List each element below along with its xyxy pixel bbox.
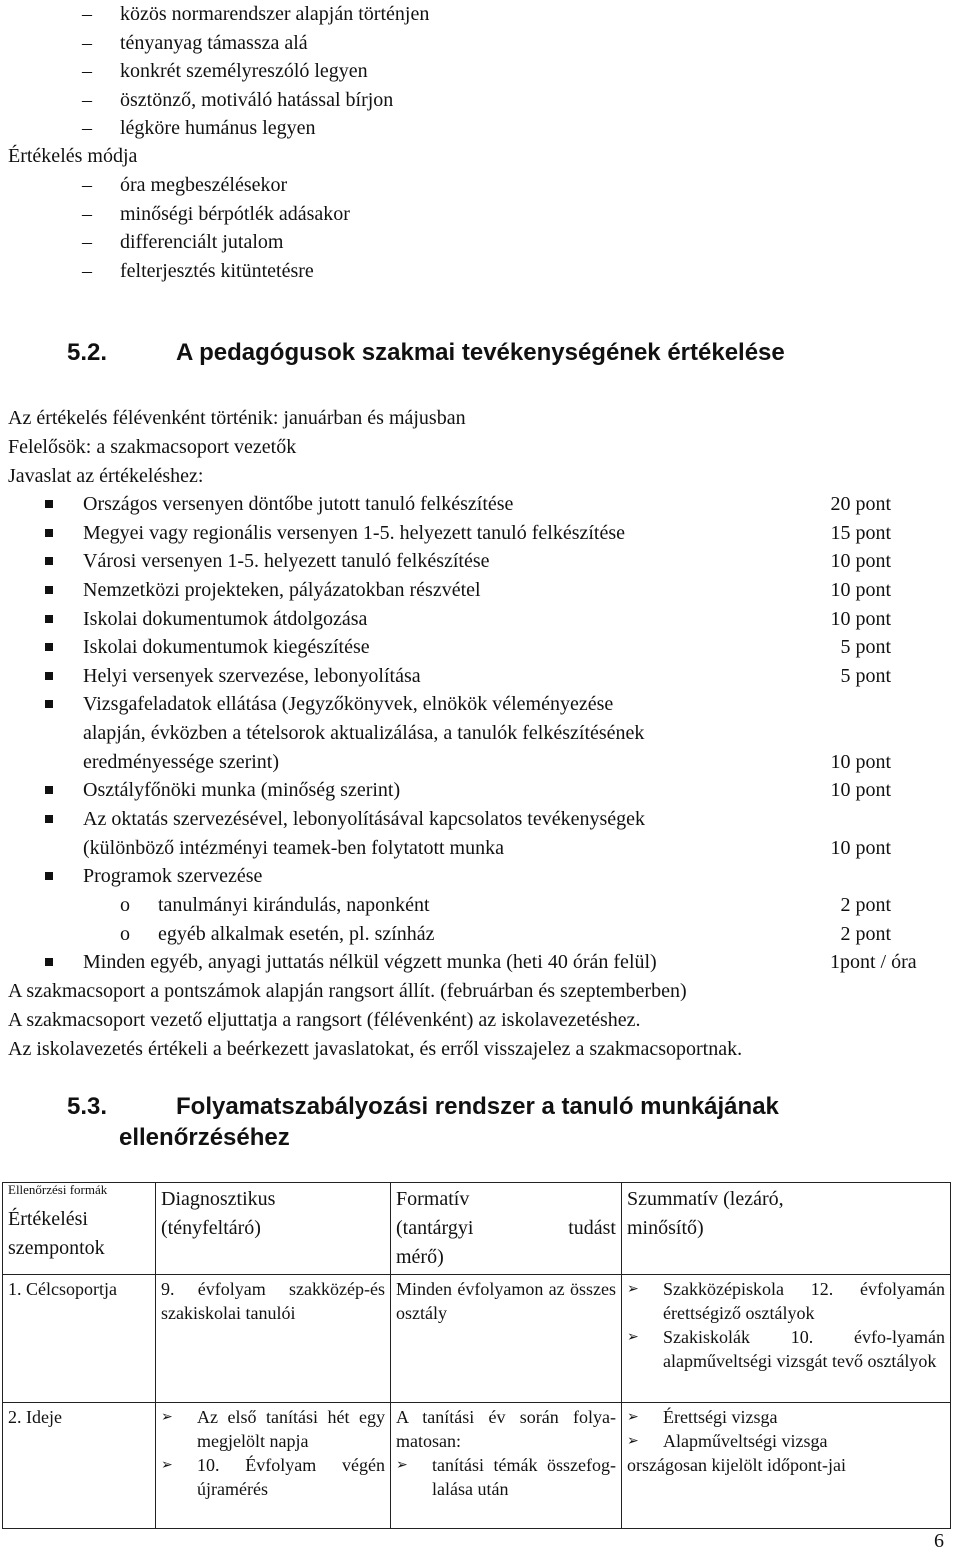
list-item: – minőségi bérpótlék adásakor: [82, 200, 350, 229]
square-bullet-icon: [45, 643, 53, 651]
square-bullet-icon: [45, 586, 53, 594]
list-item: – differenciált jutalom: [82, 228, 350, 257]
sub-bullet-icon: o: [120, 894, 130, 916]
square-bullet-icon: [45, 958, 53, 966]
list-item: – felterjesztés kitüntetésre: [82, 257, 350, 286]
table-row: [3, 1275, 951, 1403]
dash-icon: –: [82, 174, 92, 196]
points-value: 2 pont: [840, 923, 891, 945]
square-bullet-icon: [45, 500, 53, 508]
dash-icon: –: [82, 31, 92, 54]
square-bullet-icon: [45, 786, 53, 794]
section-title-5-2: A pedagógusok szakmai tevékenységének értékelése: [176, 339, 785, 366]
table-row: [3, 1403, 951, 1529]
square-bullet-icon: [45, 700, 53, 708]
points-value: 10 pont: [830, 751, 891, 773]
list-item-exam-line2: alapján, évközben a tételsorok aktualizálása, a tanulók felkészítésének: [83, 722, 645, 744]
list-item: Nemzetközi projekteken, pályázatokban részvétel: [83, 579, 481, 601]
table-header-row: [3, 1183, 951, 1275]
closing-line: Az iskolavezetés értékeli a beérkezett javaslatokat, és erről visszajelez a szakmacsoportnak.: [8, 1038, 743, 1060]
arrow-icon: ➢: [396, 1457, 408, 1473]
corner-top-label: Ellenőrzési formák: [8, 1182, 108, 1197]
points-value: 1pont / óra: [830, 951, 917, 973]
arrow-icon: ➢: [627, 1281, 639, 1297]
arrow-icon: ➢: [161, 1457, 173, 1473]
points-value: 10 pont: [830, 579, 891, 601]
square-bullet-icon: [45, 557, 53, 565]
list-item: – légköre humánus legyen: [82, 114, 429, 143]
list-item: – közös normarendszer alapján történjen: [82, 0, 429, 29]
points-value: 20 pont: [830, 493, 891, 515]
points-value: 10 pont: [830, 550, 891, 572]
list-item: ➢ Szakiskolák 10. évfo-lyamán alapműveltségi vizsgát tevő osztályok: [627, 1327, 945, 1371]
sub-bullet-icon: o: [120, 923, 130, 945]
row1-diagnostic: 9. évfolyam szakközép-és szakiskolai tanulói: [156, 1275, 391, 1403]
square-bullet-icon: [45, 815, 53, 823]
dash-icon: –: [82, 117, 92, 140]
list-item: Minden egyéb, anyagi juttatás nélkül végzett munka (heti 40 órán felül): [83, 951, 657, 973]
row2-diagnostic: [156, 1403, 391, 1529]
list-item: Osztályfőnöki munka (minőség szerint): [83, 779, 401, 801]
square-bullet-icon: [45, 872, 53, 880]
section-title-5-3-line2: ellenőrzéséhez: [119, 1124, 290, 1151]
dash-icon: –: [82, 202, 92, 225]
corner-bottom-label: Értékelési szempontok: [8, 1208, 105, 1259]
list-item: Városi versenyen 1-5. helyezett tanuló felkészítése: [83, 550, 490, 572]
list-item: ➢ Szakközépiskola 12. évfolyamán érettségiző osztályok: [627, 1279, 945, 1323]
table-corner-cell: [3, 1183, 156, 1275]
list-item: ➢ tanítási témák összefog-lalása után: [396, 1455, 616, 1499]
list-item: – konkrét személyreszóló legyen: [82, 57, 429, 86]
row1-formative: Minden évfolyamon az összes osztály: [391, 1275, 622, 1403]
list-item: – tényanyag támassza alá: [82, 29, 429, 58]
points-value: 2 pont: [840, 894, 891, 916]
dash-icon: –: [82, 60, 92, 83]
dash-icon: –: [82, 88, 92, 111]
row1-summative: [622, 1275, 951, 1403]
header-diagnostic: Diagnosztikus (tényfeltáró): [156, 1183, 391, 1275]
list-item: – óra megbeszélésekor: [82, 171, 350, 200]
arrow-icon: ➢: [161, 1409, 173, 1425]
square-bullet-icon: [45, 529, 53, 537]
header-summative: Szummatív (lezáró, minősítő): [622, 1183, 951, 1275]
list-item: ➢ Alapműveltségi vizsga: [627, 1431, 828, 1451]
list-item-exam-line3: eredményessége szerint): [83, 751, 280, 773]
sub-list-item: tanulmányi kirándulás, naponként: [158, 894, 430, 916]
list-item-exam-line1: Vizsgafeladatok ellátása (Jegyzőkönyvek, elnökök véleményezése: [83, 693, 614, 715]
list-item: Országos versenyen döntőbe jutott tanuló felkészítése: [83, 493, 514, 515]
list-item: Iskolai dokumentumok kiegészítése: [83, 636, 370, 658]
evaluation-schedule: Az értékelés félévenként történik: januárban és májusban: [8, 407, 466, 429]
points-value: 15 pont: [830, 522, 891, 544]
list-item: ➢ 10. Évfolyam végén újramérés: [161, 1455, 385, 1499]
dash-icon: –: [82, 3, 92, 25]
points-value: 5 pont: [840, 636, 891, 658]
list-item: Iskolai dokumentumok átdolgozása: [83, 608, 368, 630]
list-item-org-line1: Az oktatás szervezésével, lebonyolításával kapcsolatos tevékenységek: [83, 808, 646, 830]
arrow-icon: ➢: [627, 1433, 639, 1449]
section-title-5-3-line1: Folyamatszabályozási rendszer a tanuló munkájának: [176, 1093, 779, 1120]
dash-icon: –: [82, 259, 92, 282]
list-item-programs: Programok szervezése: [83, 865, 263, 887]
section-number-5-3: 5.3.: [67, 1093, 108, 1120]
list-item: Helyi versenyek szervezése, lebonyolítása: [83, 665, 421, 687]
points-value: 5 pont: [840, 665, 891, 687]
square-bullet-icon: [45, 615, 53, 623]
list-item: ➢ Érettségi vizsga: [627, 1407, 778, 1427]
row2-summative: ➢ Érettségi vizsga ➢ Alapműveltségi vizsga országosan kijelölt időpont-jai: [622, 1403, 951, 1529]
points-value: 10 pont: [830, 608, 891, 630]
list-item: Megyei vagy regionális versenyen 1-5. helyezett tanuló felkészítése: [83, 522, 626, 544]
row-label: 1. Célcsoportja: [3, 1275, 156, 1403]
list-item-org-line2: (különböző intézményi teamek-ben folytatott munka: [83, 837, 504, 859]
square-bullet-icon: [45, 672, 53, 680]
list-item: – ösztönző, motiváló hatással bírjon: [82, 86, 429, 115]
arrow-icon: ➢: [627, 1409, 639, 1425]
arrow-icon: ➢: [627, 1329, 639, 1345]
list-item: ➢ Az első tanítási hét egy megjelölt napja: [161, 1407, 385, 1451]
dash-icon: –: [82, 231, 92, 254]
row-label: 2. Ideje: [3, 1403, 156, 1529]
section-number-5-2: 5.2.: [67, 339, 108, 366]
proposal-heading: Javaslat az értékeléshez:: [8, 465, 204, 487]
row2-formative: A tanítási év során folya-matosan: ➢ tanítási témák összefog-lalása után: [391, 1403, 622, 1529]
points-value: 10 pont: [830, 779, 891, 801]
closing-line: A szakmacsoport a pontszámok alapján rangsort állít. (februárban és szeptemberben): [8, 980, 687, 1002]
header-formative: Formatív (tantárgyi tudást mérő): [391, 1183, 622, 1275]
evaluation-mode-heading: Értékelés módja: [8, 145, 138, 167]
responsibles: Felelősök: a szakmacsoport vezetők: [8, 436, 297, 458]
points-value: 10 pont: [830, 837, 891, 859]
assessment-table: [2, 1182, 951, 1529]
sub-list-item: egyéb alkalmak esetén, pl. színház: [158, 923, 435, 945]
closing-line: A szakmacsoport vezető eljuttatja a rangsort (félévenként) az iskolavezetéshez.: [8, 1009, 641, 1031]
page-number: 6: [934, 1530, 944, 1552]
